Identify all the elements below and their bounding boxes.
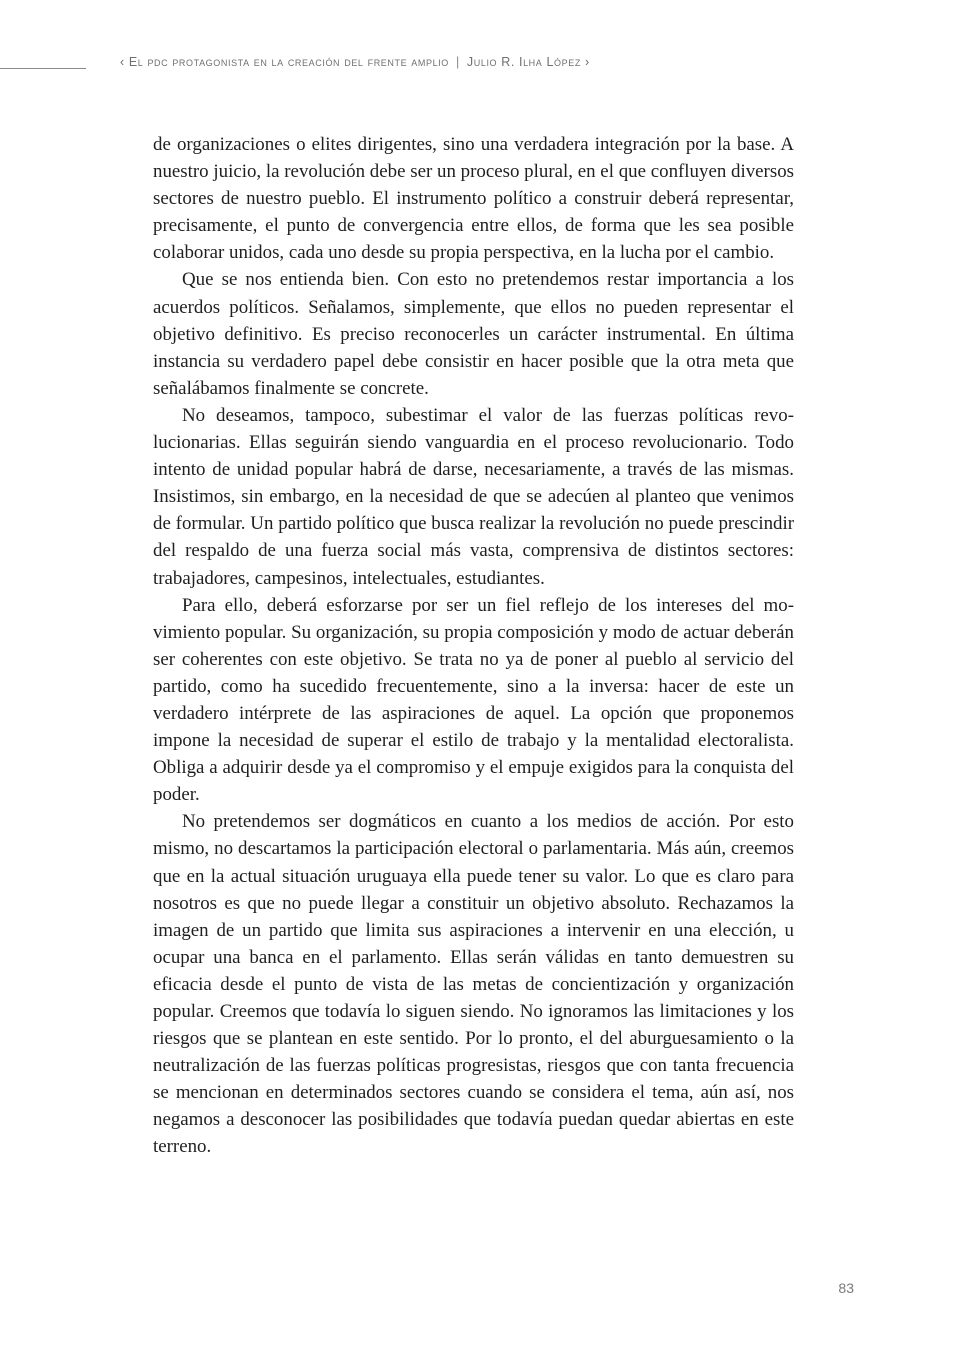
paragraph-2: Que se nos entienda bien. Con esto no pretendemos restar importancia a los acuerdos políticos. Señalamos, simplemente, que ellos no pueden representar el objetivo definitivo. Es preciso reconocerles un carácter instrumental. En última instancia su verdadero papel debe consistir en hacer posible que la otra meta que señalábamos finalmente se concrete. [153, 269, 794, 399]
page-number: 83 [838, 1280, 854, 1296]
running-header [120, 55, 680, 69]
header-book-title: El pdc protagonista en la creación del frente amplio [128, 55, 449, 69]
paragraph-3: No deseamos, tampoco, subestimar el valor de las fuerzas políticas revolucionarias. Ellas seguirán siendo vanguardia en el proceso revolucionario. Todo intento de unidad popular habrá de darse, necesariamente, a través de las mismas. Insistimos, sin embargo, en la necesidad de que se adecúen al planteo que venimos de formular. Un partido político que busca realizar la revolución no puede prescindir del respaldo de una fuerza social más vasta, comprensiva de distintos sectores: trabajadores, campesinos, intelectuales, estudiantes. [153, 404, 794, 589]
paragraph-4: Para ello, deberá esforzarse por ser un fiel reflejo de los intereses del movimiento popular. Su organización, su propia composición y modo de actuar deberán ser coherentes con este objetivo. Se trata no ya de poner al pueblo al servicio del partido, como ha sucedido frecuentemente, sino a la inversa: hacer de este un verdadero intérprete de las aspiraciones de aquel. La opción que proponemos impone la necesidad de superar el estilo de trabajo y la mentalidad electoralista. Obliga a adquirir desde ya el compromiso y el empuje exigidos para la conquista del poder. [153, 594, 794, 806]
header-author: Julio R. Ilha López [466, 55, 581, 69]
header-separator: | [455, 55, 460, 69]
header-open-mark: ‹ [120, 55, 125, 69]
paragraph-1: de organizaciones o elites dirigentes, sino una verdadera integración por la base. A nuestro juicio, la revolución debe ser un proceso plural, en el que confluyen diversos sectores de nuestro pueblo. El instrumento político a construir deberá representar, precisamente, el punto de convergencia entre ellos, de forma que les sea posible colaborar unidos, cada uno desde su propia perspectiva, en la lucha por el cambio. [153, 134, 794, 264]
paragraph-5: No pretendemos ser dogmáticos en cuanto a los medios de acción. Por esto mismo, no descartamos la participación electoral o parlamentaria. Más aún, creemos que en la actual situación uruguaya ella puede tener su valor. Lo que es claro para nosotros es que no puede llegar a constituir un objetivo absoluto. Rechazamos la imagen de un partido que limita sus aspiraciones a intervenir en una elección, u ocupar una banca en el parlamento. Ellas serán válidas en tanto demuestren su eficacia desde el punto de vista de las metas de concientización y organización popular. Creemos que todavía lo siguen siendo. No ignoramos las limitaciones y los riesgos que se plantean en este sentido. Por lo pronto, el del aburguesamiento o la neutralización de las fuerzas políticas progresistas, riesgos que con tanta frecuencia se mencionan en determinados sectores cuando se considera el tema, aún así, nos negamos a desconocer las posibilidades que todavía puedan quedar abiertas en este terreno. [153, 811, 794, 1158]
header-close-mark: › [585, 55, 590, 69]
header-rule [0, 68, 86, 69]
body-text [153, 131, 794, 1161]
